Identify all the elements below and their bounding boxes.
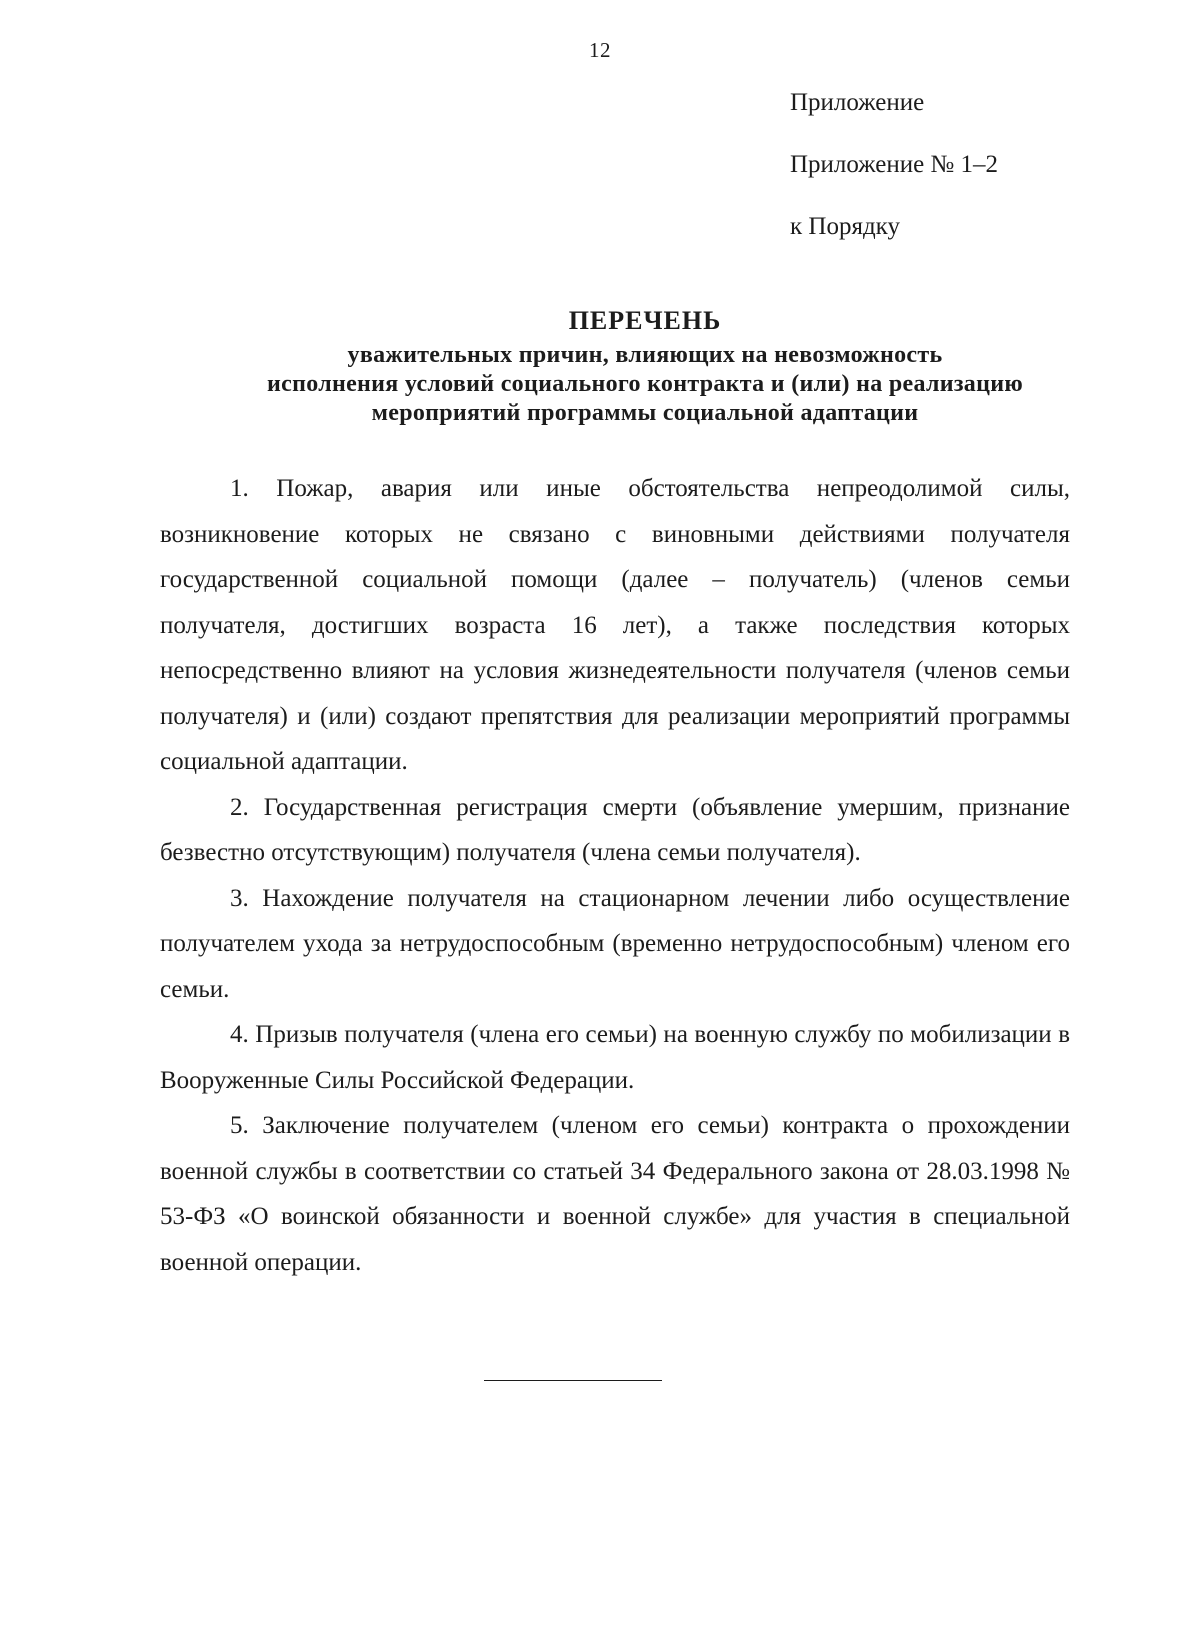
- list-item: [160, 876, 1070, 1013]
- document-subtitle-line: исполнения условий социального контракта и (или) на реализацию: [267, 371, 1023, 397]
- appendix-number: Приложение № 1–2: [790, 151, 999, 178]
- item-number: 2.: [230, 793, 249, 821]
- item-number: 4.: [230, 1021, 249, 1048]
- document-subtitle-line: мероприятий программы социальной адаптации: [371, 400, 919, 426]
- document-title: ПЕРЕЧЕНЬ: [568, 306, 722, 335]
- list-item: [160, 1103, 1070, 1285]
- appendix-parent-document: к Порядку: [790, 213, 900, 240]
- reasons-list: [160, 466, 1070, 1285]
- list-item: [160, 785, 1070, 876]
- document-subtitle-line: уважительных причин, влияющих на невозможность: [347, 342, 943, 368]
- appendix-label: Приложение: [790, 89, 925, 116]
- item-number: 3.: [230, 884, 249, 912]
- list-item: [160, 1012, 1070, 1103]
- item-text: Заключение получателем (членом его семьи) контракта о прохождении военной службы в соответствии со статьей 34 Федерального закона от 28.03.1998 № 53-ФЗ «О воинской обязанности и военной службе» для участия в специальной военной операции.: [160, 1112, 1070, 1276]
- item-number: 1.: [230, 475, 249, 502]
- list-item: [160, 466, 1070, 785]
- item-text: Пожар, авария или иные обстоятельства непреодолимой силы, возникновение которых не связано с виновными действиями получателя государственной социальной помощи (далее – получатель) (членов семьи получателя, достигших возраста 16 лет), а также последствия которых непосредственно влияют на условия жизнедеятельности получателя (членов семьи получателя) и (или) создают препятствия для реализации мероприятий программы социальной адаптации.: [160, 475, 1071, 775]
- item-text: Нахождение получателя на стационарном лечении либо осуществление получателем ухода за нетрудоспособным (временно нетрудоспособным) членом его семьи.: [160, 884, 1070, 1003]
- item-text: Призыв получателя (члена его семьи) на военную службу по мобилизации в Вооруженные Силы Российской Федерации.: [160, 1021, 1071, 1094]
- item-text: Государственная регистрация смерти (объявление умершим, признание безвестно отсутствующим) получателя (члена семьи получателя).: [160, 793, 1070, 866]
- appendix-reference: [790, 86, 998, 272]
- page-number: 12: [589, 38, 611, 62]
- item-number: 5.: [230, 1112, 249, 1139]
- document-heading: [150, 306, 1140, 428]
- end-divider: [484, 1380, 662, 1381]
